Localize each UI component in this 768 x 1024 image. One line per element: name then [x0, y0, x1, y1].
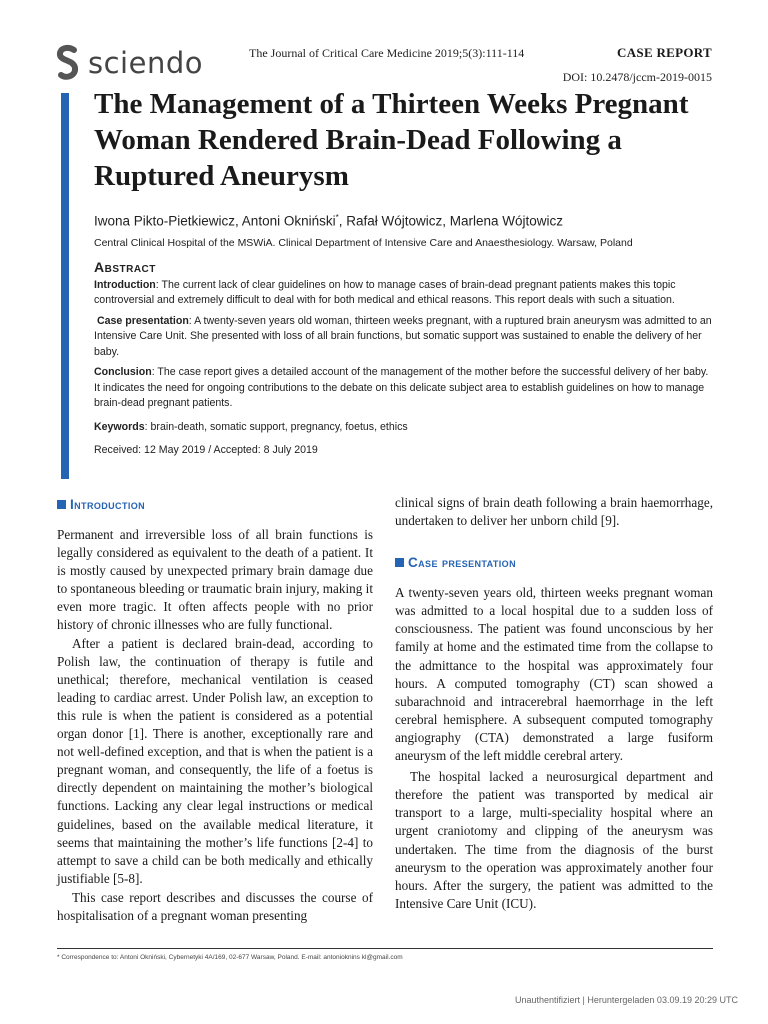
- abstract-conclusion: [94, 365, 714, 412]
- abstract-concl-label: Conclusion: [94, 366, 152, 378]
- section-title: Introduction: [70, 497, 146, 512]
- keywords-label: Keywords: [94, 420, 145, 433]
- accent-bar: [61, 93, 69, 479]
- footnote-divider: [57, 948, 713, 949]
- abstract-case: [94, 314, 714, 361]
- left-column: [57, 526, 373, 925]
- abstract-case-label: Case presentation: [96, 314, 189, 327]
- abstract-heading: Abstract: [94, 259, 156, 275]
- author-list: [94, 213, 563, 229]
- section-square-icon: [57, 500, 66, 509]
- abstract-intro-text: : The current lack of clear guidelines on how to manage cases of brain-dead pregnant patients makes this topic controversial and extremely difficult to deal with for both medical and ethical reasons. This report deals with such a situation.: [94, 278, 676, 306]
- download-stamp: Unauthentifiziert | Heruntergeladen 03.09.19 20:29 UTC: [515, 995, 738, 1005]
- paragraph: This case report describes and discusses the course of hospitalisation of a pregnant woman presenting: [57, 889, 373, 923]
- received-dates: Received: 12 May 2019 / Accepted: 8 July 2019: [94, 444, 318, 456]
- abstract-intro-label: Introduction: [94, 278, 156, 291]
- abstract-introduction: [94, 278, 714, 309]
- abstract-block: [94, 260, 714, 464]
- paragraph: The hospital lacked a neurosurgical department and therefore the patient was transported by medical air transport to a large, multi-speciality hospital where an urgent craniotomy and clipping of the aneurysm was undertaken. The time from the diagnosis of the burst aneurysm to the operation was approximately another four hours. After the surgery, the patient was admitted to the Intensive Care Unit (ICU).: [395, 769, 713, 911]
- affiliation: Central Clinical Hospital of the MSWiA. Clinical Department of Intensive Care and Anaesthesiology. Warsaw, Poland: [94, 237, 633, 249]
- keywords-text: : brain-death, somatic support, pregnancy, foetus, ethics: [144, 420, 408, 433]
- right-column: [395, 494, 713, 913]
- section-title: Case presentation: [408, 555, 516, 570]
- article-title: The Management of a Thirteen Weeks Pregnant Woman Rendered Brain-Dead Following a Ruptured Aneurysm: [94, 88, 689, 192]
- authors-part2: , Rafał Wójtowicz, Marlena Wójtowicz: [338, 213, 564, 229]
- paragraph: A twenty-seven years old, thirteen weeks pregnant woman was admitted to a local hospital due to a sudden loss of consciousness. The patient was found unconscious by her family at home and the estimated time from the collapse to the admittance to the hospital was approximately four hours. A computed tomography (CT) scan showed a subarachnoid and intracerebral haemorrhage in the left cerebral hemisphere. A subsequent computed tomography angiography (CTA) demonstrated a large fusiform aneurysm of the left middle cerebral artery.: [395, 585, 713, 764]
- correspondence-footnote: * Correspondence to: Antoni Okniński, Cybernetyki 4A/169, 02-677 Warsaw, Poland. E-mail: antonioknins kl@gmail.com: [57, 954, 403, 961]
- doi-link[interactable]: DOI: 10.2478/jccm-2019-0015: [562, 70, 712, 84]
- sciendo-logo: [56, 44, 203, 82]
- section-heading-introduction: [57, 497, 145, 512]
- authors-part1: Iwona Pikto-Pietkiewicz, Antoni Okniński: [94, 213, 336, 229]
- brand-name: sciendo: [88, 46, 203, 80]
- sciendo-s-logo-icon: [56, 44, 80, 82]
- keywords: [94, 420, 714, 436]
- abstract-case-text: : A twenty-seven years old woman, thirteen weeks pregnant, with a ruptured brain aneurysm was admitted to an Intensive Care Unit. She presented with loss of all brain functions, but somatic support was sustained to enable the delivery of her baby.: [94, 314, 712, 358]
- paragraph: Permanent and irreversible loss of all brain functions is legally considered as equivalent to the death of a patient. It is mostly caused by unexpected primary brain damage due to spontaneous bleeding or traumatic brain injury, making it even more tragic. It often affects people with no prior history of chronic illnesses who are fully functional.: [57, 527, 373, 633]
- correspondence-mark: *: [335, 213, 339, 222]
- paragraph: After a patient is declared brain-dead, according to Polish law, the continuation of therapy is futile and unethical; therefore, mechanical ventilation is ceased leading to cardiac arrest. Under Polish law, an exception to this rule is when the patient is considered as a potential organ donor [1]. There is another, exceptionally rare and not well-defined exception, and that is when the patient is a pregnant woman, and consequently, the life of a foetus is directly dependent on maintaining the mother’s biological functions. Lacking any clear legal instructions or medical guidelines, based on the available medical literature, it seems that maintaining the mother’s life functions [2-4] to attempt to save a child can be both medically and ethically justifiable [5-8].: [57, 635, 373, 886]
- paragraph: clinical signs of brain death following a brain haemorrhage, undertaken to deliver her unborn child [9].: [395, 495, 713, 529]
- journal-citation: The Journal of Critical Care Medicine 2019;5(3):111-114: [249, 46, 525, 60]
- article-type: CASE REPORT: [617, 45, 712, 60]
- abstract-concl-text: : The case report gives a detailed account of the management of the mother before the successful delivery of her baby. It indicates the need for ongoing contributions to the debate on this delicate subject area to establish guidelines on how to manage brain-dead pregnant patients.: [94, 366, 709, 409]
